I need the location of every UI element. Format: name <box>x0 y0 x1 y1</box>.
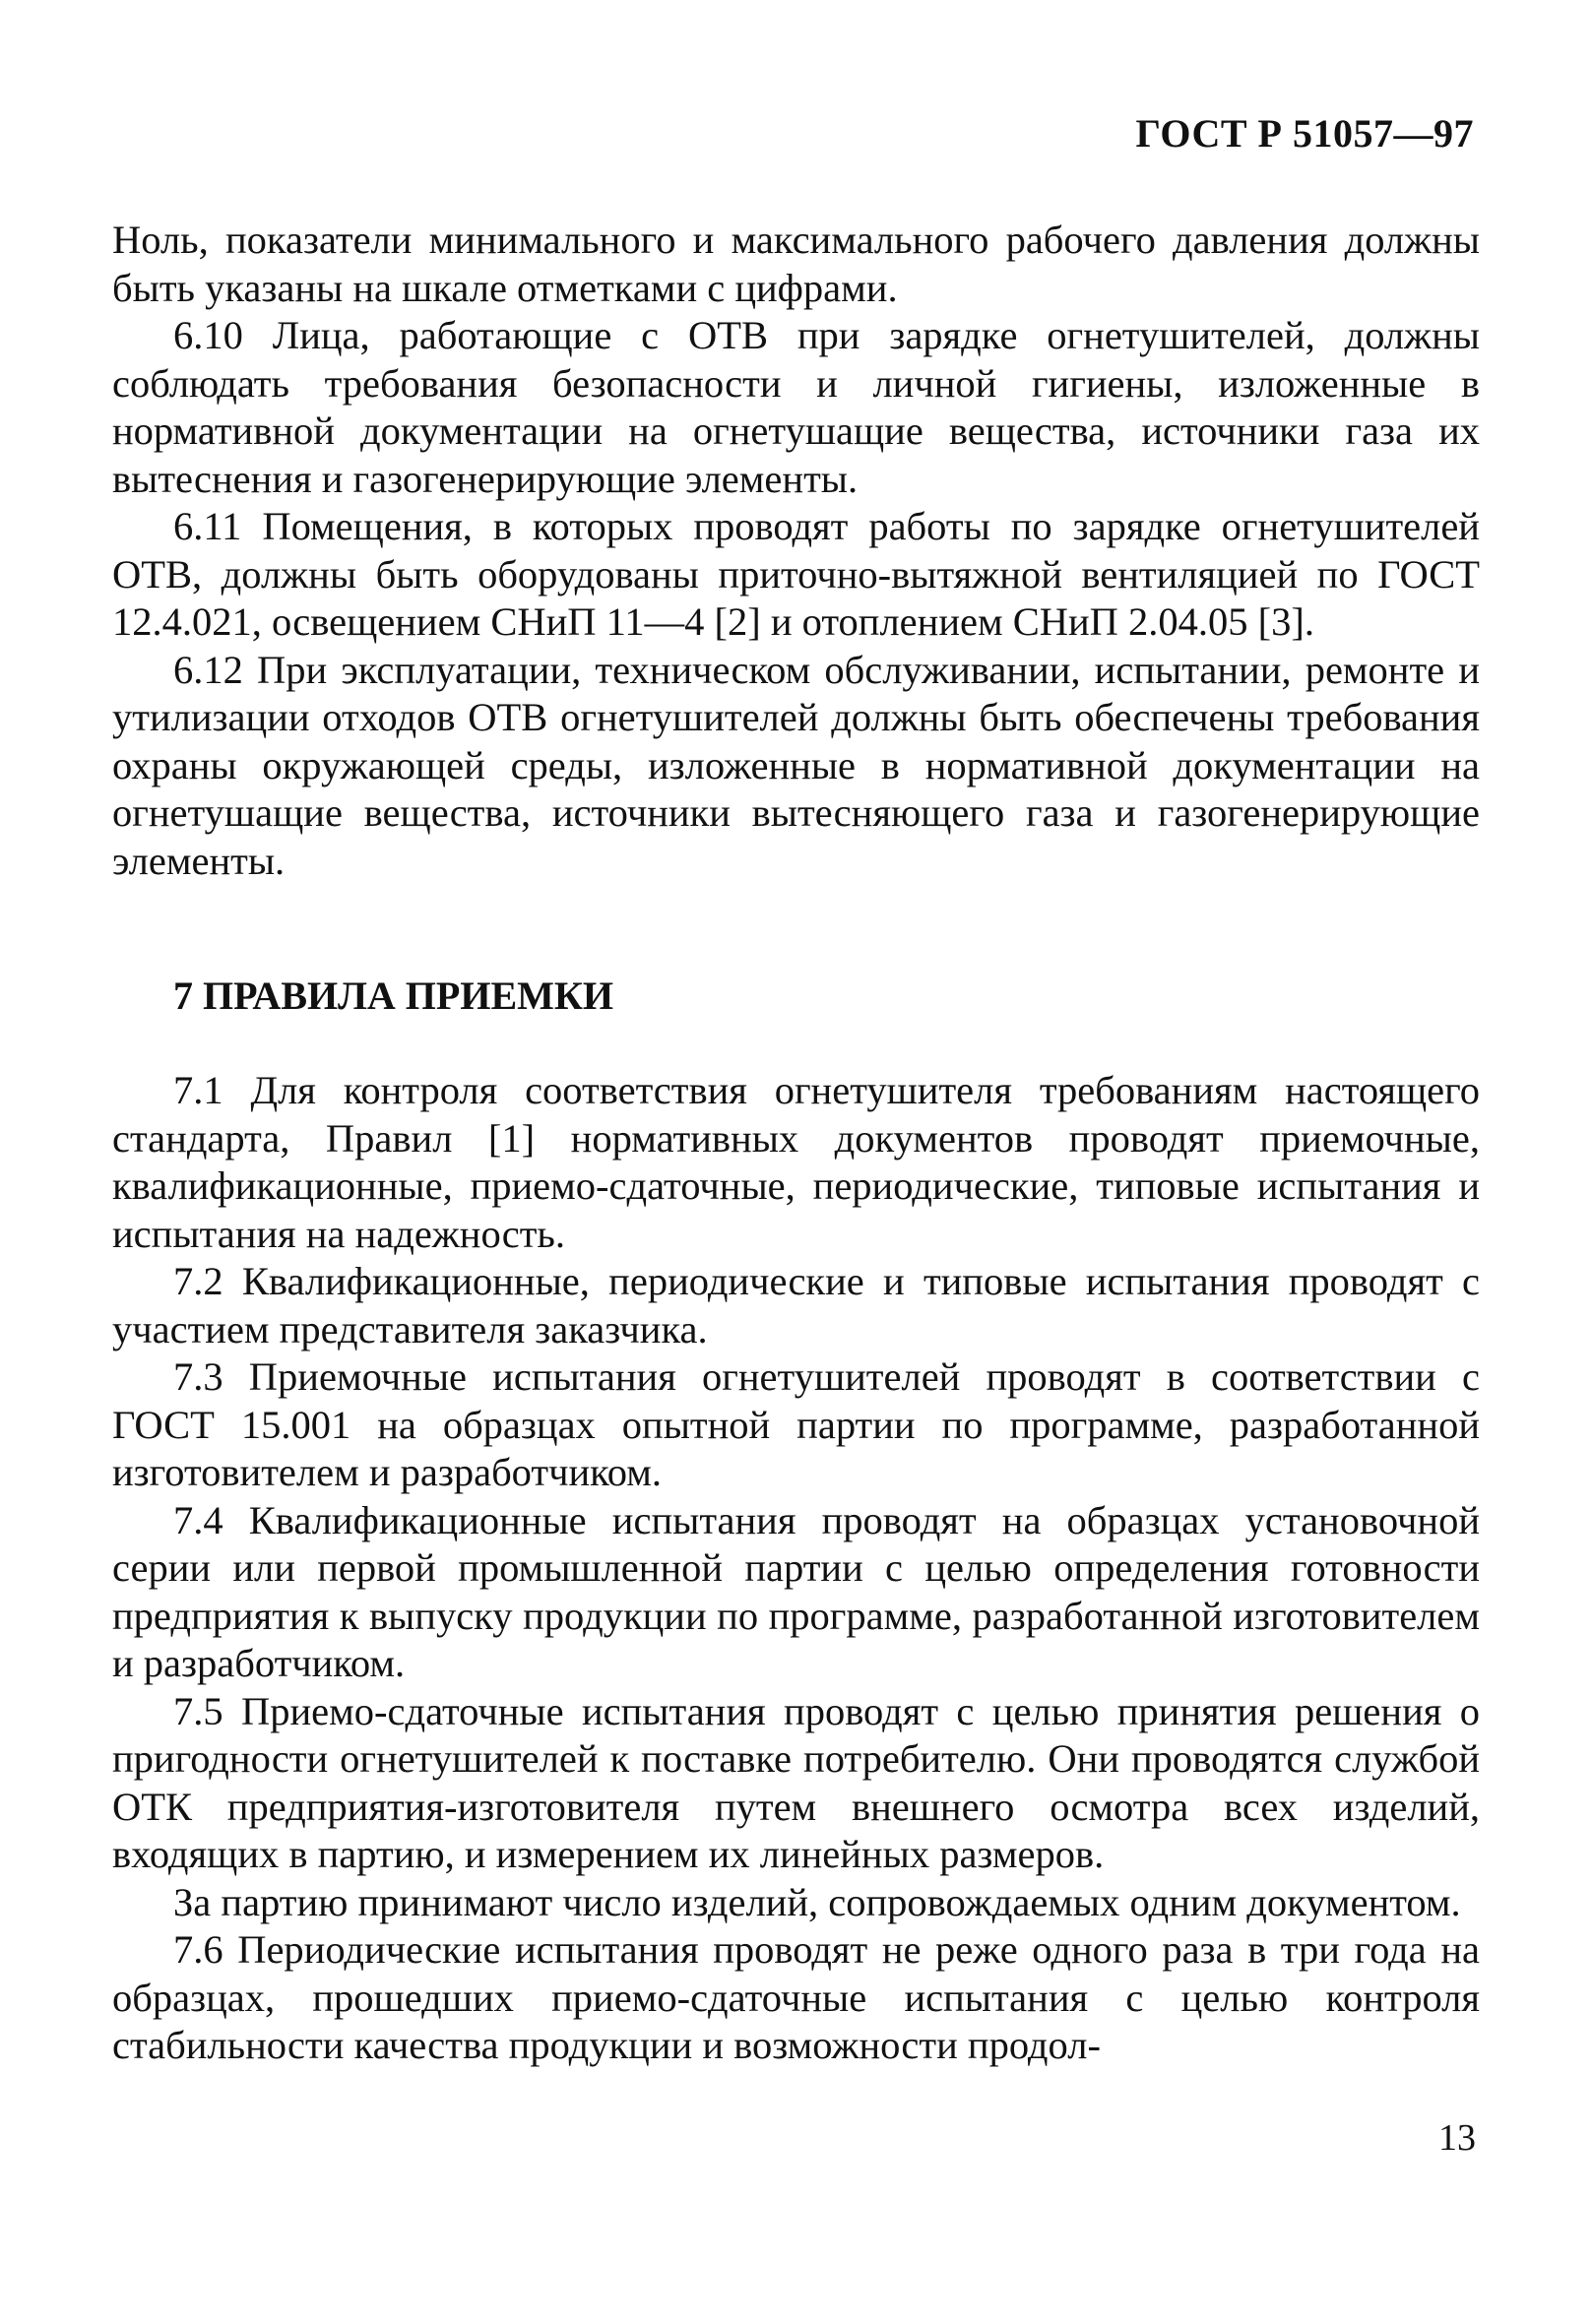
paragraph-7-5: 7.5 Приемо-сдаточные испытания проводят с целью принятия решения о пригодности огнетушителей к поставке потребителю. Они проводятся службой ОТК предприятия-изготовителя путем внешнего осмотра всех изделий, входящих в партию, и измерением их линейных размеров. <box>112 1688 1480 1876</box>
paragraph-6-11: 6.11 Помещения, в которых проводят работы по зарядке огнетушителей ОТВ, должны быть оборудованы приточно-вытяжной вентиляцией по ГОСТ 12.4.021, освещением СНиП 11—4 [2] и отоплением СНиП 2.04.05 [3]. <box>112 504 1480 644</box>
paragraph-7-1: 7.1 Для контроля соответствия огнетушителя требованиям настоящего стандарта, Правил [1] нормативных документов проводят приемочные, квалификационные, приемо-сдаточные, периодические, типовые испытания и испытания на надежность. <box>112 1068 1480 1256</box>
section-7-title: 7 ПРАВИЛА ПРИЕМКИ <box>173 974 614 1018</box>
paragraph-6-10: 6.10 Лица, работающие с ОТВ при зарядке огнетушителей, должны соблюдать требования безопасности и личной гигиены, изложенные в нормативной документации на огнетушащие вещества, источники газа их вытеснения и газогенерирующие элементы. <box>112 313 1480 501</box>
paragraph-7-5-lot: За партию принимают число изделий, сопровождаемых одним документом. <box>173 1879 1461 1924</box>
paragraph-7-2: 7.2 Квалификационные, периодические и типовые испытания проводят с участием представителя заказчика. <box>112 1259 1480 1351</box>
paragraph-7-3: 7.3 Приемочные испытания огнетушителей проводят в соответствии с ГОСТ 15.001 на образцах опытной партии по программе, разработанной изготовителем и разработчиком. <box>112 1354 1480 1494</box>
document-header: ГОСТ Р 51057—97 <box>1135 111 1474 156</box>
paragraph-7-4: 7.4 Квалификационные испытания проводят на образцах установочной серии или первой промышленной партии с целью определения готовности предприятия к выпуску продукции по программе, разработанной изготовителем и разработчиком. <box>112 1497 1480 1685</box>
page-number: 13 <box>1438 2117 1476 2159</box>
paragraph-6-9-end: Ноль, показатели минимального и максимального рабочего давления должны быть указаны на шкале отметками с цифрами. <box>112 218 1480 310</box>
paragraph-7-6: 7.6 Периодические испытания проводят не реже одного раза в три года на образцах, прошедших приемо-сдаточные испытания с целью контроля стабильности качества продукции и возможности продол- <box>112 1927 1480 2067</box>
section-6-continuation <box>112 217 1480 885</box>
paragraph-6-12: 6.12 При эксплуатации, техническом обслуживании, испытании, ремонте и утилизации отходов ОТВ огнетушителей должны быть обеспечены требования охраны окружающей среды, изложенные в нормативной документации на огнетушащие вещества, источники вытесняющего газа и газогенерирующие элементы. <box>112 647 1480 883</box>
section-7-body <box>112 1067 1480 2070</box>
